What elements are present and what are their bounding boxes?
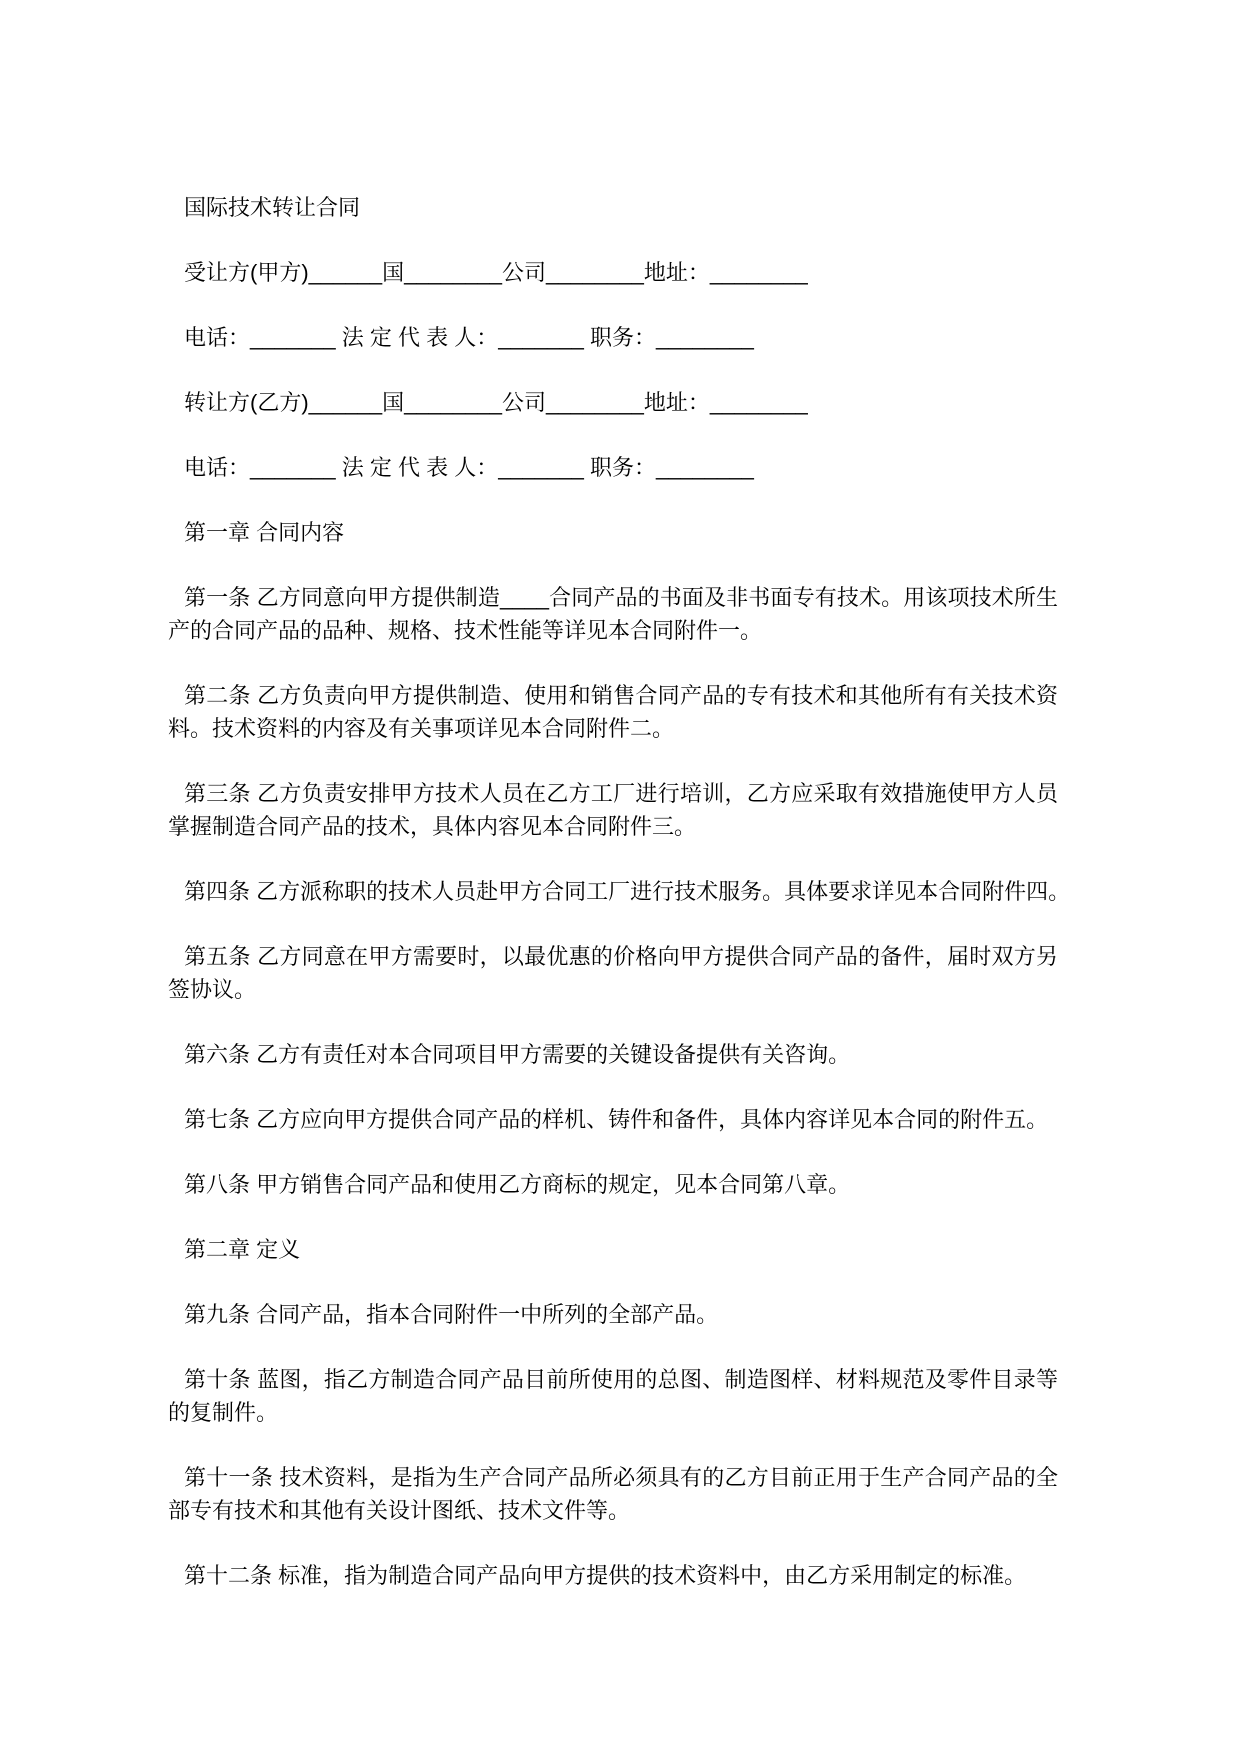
article-1-line-1: 第一条 乙方同意向甲方提供制造____合同产品的书面及非书面专有技术。用该项技术所生 (184, 585, 1058, 610)
party-b-line (168, 386, 1058, 419)
article-10-line-2: 的复制件。 (168, 1400, 279, 1425)
article-5-line-2: 签协议。 (168, 977, 257, 1002)
article-1 (168, 581, 1058, 647)
article-11-line-1: 第十一条 技术资料，是指为生产合同产品所必须具有的乙方目前正用于生产合同产品的全 (184, 1465, 1058, 1490)
party-b-contact-line (168, 451, 1058, 484)
party-a-contact-line-line-1: 电话：_______ 法 定 代 表 人：_______ 职务：________ (184, 325, 754, 350)
article-2-line-1: 第二条 乙方负责向甲方提供制造、使用和销售合同产品的专有技术和其他所有有关技术资 (184, 683, 1058, 708)
party-b-line-line-1: 转让方(乙方)______国________公司________地址：________ (184, 390, 808, 415)
chapter-2-heading (168, 1233, 1058, 1266)
article-3-line-2: 掌握制造合同产品的技术，具体内容见本合同附件三。 (168, 814, 697, 839)
article-2 (168, 679, 1058, 745)
party-a-line (168, 256, 1058, 289)
contract-title-line-1: 国际技术转让合同 (184, 195, 361, 220)
article-4 (168, 875, 1071, 908)
article-7 (168, 1103, 1058, 1136)
article-1-line-2: 产的合同产品的品种、规格、技术性能等详见本合同附件一。 (168, 618, 763, 643)
article-5-line-1: 第五条 乙方同意在甲方需要时，以最优惠的价格向甲方提供合同产品的备件，届时双方另 (184, 944, 1058, 969)
party-b-contact-line-line-1: 电话：_______ 法 定 代 表 人：_______ 职务：________ (184, 455, 754, 480)
article-3 (168, 777, 1058, 843)
contract-document (168, 191, 1071, 1624)
article-11-line-2: 部专有技术和其他有关设计图纸、技术文件等。 (168, 1498, 631, 1523)
chapter-1-heading (168, 516, 1058, 549)
chapter-1-heading-line-1: 第一章 合同内容 (184, 520, 345, 545)
article-4-line-1: 第四条 乙方派称职的技术人员赴甲方合同工厂进行技术服务。具体要求详见本合同附件四。 (184, 879, 1071, 904)
article-7-line-1: 第七条 乙方应向甲方提供合同产品的样机、铸件和备件，具体内容详见本合同的附件五。 (184, 1107, 1049, 1132)
article-5 (168, 940, 1058, 1006)
article-3-line-1: 第三条 乙方负责安排甲方技术人员在乙方工厂进行培训，乙方应采取有效措施使甲方人员 (184, 781, 1058, 806)
article-10 (168, 1363, 1058, 1429)
party-a-line-line-1: 受让方(甲方)______国________公司________地址：________ (184, 260, 808, 285)
article-6 (168, 1038, 1058, 1071)
article-12-line-1: 第十二条 标准，指为制造合同产品向甲方提供的技术资料中，由乙方采用制定的标准。 (184, 1563, 1027, 1588)
contract-title (168, 191, 1058, 224)
article-2-line-2: 料。技术资料的内容及有关事项详见本合同附件二。 (168, 716, 675, 741)
article-8 (168, 1168, 1058, 1201)
article-6-line-1: 第六条 乙方有责任对本合同项目甲方需要的关键设备提供有关咨询。 (184, 1042, 851, 1067)
article-10-line-1: 第十条 蓝图，指乙方制造合同产品目前所使用的总图、制造图样、材料规范及零件目录等 (184, 1367, 1058, 1392)
article-11 (168, 1461, 1058, 1527)
party-a-contact-line (168, 321, 1058, 354)
article-8-line-1: 第八条 甲方销售合同产品和使用乙方商标的规定，见本合同第八章。 (184, 1172, 851, 1197)
article-9 (168, 1298, 1058, 1331)
article-9-line-1: 第九条 合同产品，指本合同附件一中所列的全部产品。 (184, 1302, 719, 1327)
chapter-2-heading-line-1: 第二章 定义 (184, 1237, 301, 1262)
article-12 (168, 1559, 1058, 1592)
